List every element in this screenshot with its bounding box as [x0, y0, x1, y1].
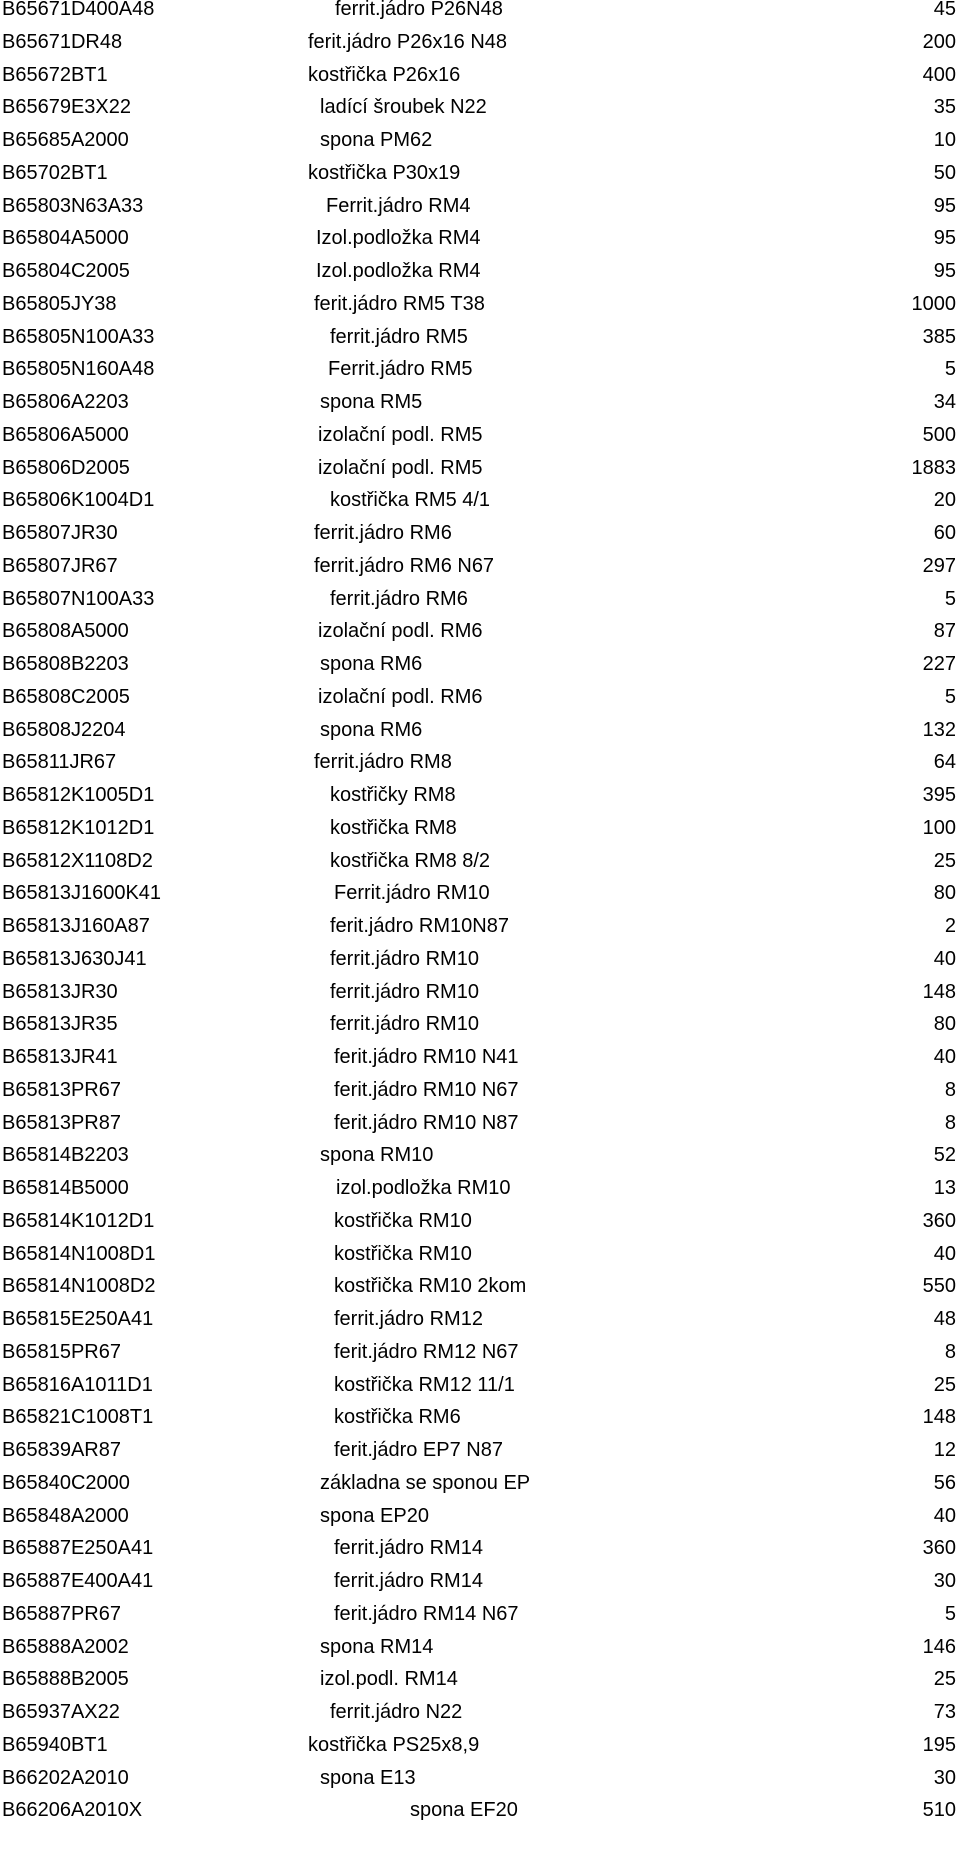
- table-row: [0, 1040, 960, 1074]
- part-code: B66202A2010: [2, 1766, 129, 1789]
- table-row: [0, 516, 960, 550]
- table-row: [0, 942, 960, 976]
- part-description: spona E13: [320, 1766, 416, 1789]
- part-description: izol.podložka RM10: [336, 1177, 511, 1199]
- part-code: B65672BT1: [2, 63, 108, 86]
- part-quantity: 64: [933, 751, 956, 774]
- table-row: [0, 287, 960, 321]
- part-quantity: 5: [944, 358, 956, 381]
- table-row: [0, 1138, 960, 1172]
- table-row: [0, 1368, 960, 1402]
- table-row: [0, 1106, 960, 1140]
- part-description: ferit.jádro P26x16 N48: [308, 30, 508, 53]
- part-description: ferrit.jádro RM6: [330, 587, 468, 610]
- table-row: [0, 1466, 960, 1500]
- part-code: B65808B2203: [2, 653, 129, 675]
- table-row: [0, 1400, 960, 1434]
- part-quantity: 360: [922, 1209, 956, 1232]
- table-row: [0, 90, 960, 124]
- part-quantity: 400: [922, 63, 956, 86]
- part-quantity: 35: [933, 96, 956, 119]
- table-row: [0, 876, 960, 910]
- table-row: [0, 1269, 960, 1303]
- part-code: B65814B2203: [2, 1144, 129, 1167]
- part-code: B65671D400A48: [2, 0, 155, 20]
- part-quantity: 52: [933, 1144, 956, 1167]
- part-code: B65815PR67: [2, 1340, 121, 1363]
- part-quantity: 87: [933, 620, 956, 643]
- part-description: kostřička P30x19: [308, 161, 461, 184]
- part-description: kostřička P26x16: [308, 63, 461, 86]
- part-description: spona EP20: [320, 1504, 429, 1527]
- part-code: B65840C2000: [2, 1471, 130, 1494]
- table-row: [0, 1073, 960, 1107]
- table-row: [0, 909, 960, 943]
- part-description: ferit.jádro RM10 N41: [334, 1046, 519, 1068]
- part-description: ferrit.jádro N22: [330, 1701, 463, 1723]
- part-description: Izol.podložka RM4: [316, 260, 481, 282]
- table-row: [0, 189, 960, 223]
- part-quantity: 195: [922, 1733, 956, 1756]
- part-code: B65940BT1: [2, 1733, 108, 1756]
- part-quantity: 25: [933, 849, 956, 872]
- table-row: [0, 1007, 960, 1041]
- part-code: B65806A2203: [2, 391, 129, 413]
- part-description: izolační podl. RM6: [318, 620, 483, 643]
- part-description: kostřičky RM8: [330, 784, 456, 806]
- part-description: izolační podl. RM5: [318, 423, 483, 446]
- part-code: B65808C2005: [2, 685, 130, 708]
- part-code: B65813J1600K41: [2, 882, 162, 905]
- table-row: [0, 156, 960, 190]
- part-quantity: 48: [933, 1308, 956, 1330]
- table-row: [0, 1793, 960, 1827]
- part-quantity: 385: [922, 325, 956, 348]
- part-quantity: 360: [922, 1537, 956, 1560]
- part-description: ferrit.jádro RM6 N67: [314, 554, 495, 577]
- table-row: [0, 778, 960, 812]
- part-description: ferrit.jádro RM8: [314, 751, 452, 774]
- table-row: [0, 1237, 960, 1271]
- part-description: kostřička RM10: [334, 1209, 472, 1232]
- part-quantity: 200: [922, 30, 956, 53]
- part-code: B65806A5000: [2, 423, 129, 446]
- part-code: B65813J160A87: [2, 915, 150, 937]
- part-code: B65807JR67: [2, 554, 118, 577]
- part-quantity: 146: [922, 1635, 956, 1658]
- part-description: ferit.jádro EP7 N87: [334, 1439, 503, 1461]
- part-quantity: 5: [944, 685, 956, 708]
- part-description: Ferrit.jádro RM10: [334, 882, 490, 905]
- part-quantity: 73: [933, 1701, 956, 1723]
- part-quantity: 95: [933, 227, 956, 250]
- part-quantity: 8: [944, 1111, 956, 1134]
- part-description: základna se sponou EP: [320, 1471, 531, 1494]
- table-row: [0, 320, 960, 354]
- part-code: B65813JR35: [2, 1013, 118, 1036]
- part-quantity: 13: [933, 1177, 956, 1199]
- part-code: B65806D2005: [2, 456, 130, 479]
- table-row: [0, 549, 960, 583]
- part-code: B65805JY38: [2, 292, 117, 315]
- table-row: [0, 221, 960, 255]
- part-quantity: 8: [944, 1340, 956, 1363]
- part-description: ferrit.jádro RM12: [334, 1308, 483, 1330]
- part-code: B65685A2000: [2, 129, 129, 151]
- part-code: B65814N1008D2: [2, 1275, 156, 1298]
- part-description: ferit.jádro RM5 T38: [314, 292, 485, 315]
- part-code: B65813JR30: [2, 980, 118, 1003]
- part-quantity: 8: [944, 1078, 956, 1101]
- part-quantity: 56: [933, 1471, 956, 1494]
- table-row: [0, 1597, 960, 1631]
- part-code: B65887E400A41: [2, 1570, 154, 1592]
- table-row: [0, 385, 960, 419]
- table-row: [0, 483, 960, 517]
- part-quantity: 80: [933, 1013, 956, 1036]
- part-code: B65812K1005D1: [2, 784, 155, 806]
- part-code: B65888B2005: [2, 1668, 129, 1691]
- table-row: [0, 1695, 960, 1729]
- part-code: B65813JR41: [2, 1046, 118, 1068]
- part-code: B65671DR48: [2, 30, 123, 53]
- part-description: ferit.jádro RM14 N67: [334, 1602, 519, 1625]
- part-description: spona RM6: [320, 653, 423, 675]
- part-quantity: 40: [933, 1242, 956, 1265]
- table-row: [0, 1335, 960, 1369]
- table-row: [0, 1499, 960, 1533]
- table-row: [0, 1531, 960, 1565]
- part-quantity: 34: [933, 391, 956, 413]
- part-quantity: 40: [933, 1046, 956, 1068]
- part-description: ferrit.jádro RM6: [314, 522, 452, 544]
- part-description: ferrit.jádro RM10: [330, 980, 479, 1003]
- part-code: B65806K1004D1: [2, 489, 155, 512]
- part-code: B65805N160A48: [2, 358, 155, 381]
- table-row: [0, 0, 960, 26]
- part-quantity: 12: [933, 1439, 956, 1461]
- table-row: [0, 647, 960, 681]
- part-quantity: 132: [922, 718, 956, 741]
- part-code: B65811JR67: [2, 751, 117, 774]
- table-row: [0, 844, 960, 878]
- part-quantity: 5: [944, 587, 956, 610]
- part-code: B65702BT1: [2, 161, 108, 184]
- part-quantity: 148: [922, 980, 956, 1003]
- table-row: [0, 614, 960, 648]
- table-row: [0, 451, 960, 485]
- part-quantity: 20: [933, 489, 956, 512]
- part-quantity: 148: [922, 1406, 956, 1429]
- part-quantity: 510: [922, 1799, 956, 1822]
- part-quantity: 95: [933, 194, 956, 217]
- table-row: [0, 1564, 960, 1598]
- table-row: [0, 811, 960, 845]
- part-code: B65887PR67: [2, 1602, 121, 1625]
- part-description: kostřička RM5 4/1: [330, 489, 491, 512]
- part-quantity: 50: [933, 161, 956, 184]
- part-quantity: 2: [944, 915, 956, 937]
- part-quantity: 45: [933, 0, 956, 20]
- part-description: Izol.podložka RM4: [316, 227, 481, 250]
- table-row: [0, 25, 960, 59]
- part-description: izolační podl. RM6: [318, 685, 483, 708]
- part-quantity: 80: [933, 882, 956, 905]
- part-code: B65887E250A41: [2, 1537, 154, 1560]
- table-row: [0, 418, 960, 452]
- part-code: B65815E250A41: [2, 1308, 154, 1330]
- part-code: B65848A2000: [2, 1504, 129, 1527]
- table-row: [0, 1433, 960, 1467]
- table-row: [0, 352, 960, 386]
- part-code: B65803N63A33: [2, 194, 144, 217]
- part-code: B65814N1008D1: [2, 1242, 156, 1265]
- part-quantity: 395: [922, 784, 956, 806]
- part-description: spona PM62: [320, 129, 433, 151]
- part-quantity: 1883: [911, 456, 956, 479]
- part-code: B65808J2204: [2, 718, 126, 741]
- part-description: kostřička RM10 2kom: [334, 1275, 527, 1298]
- part-quantity: 297: [922, 554, 956, 577]
- part-description: ferit.jádro RM10N87: [330, 915, 509, 937]
- part-code: B65813PR87: [2, 1111, 121, 1134]
- part-code: B65812K1012D1: [2, 816, 155, 839]
- part-description: spona RM5: [320, 391, 423, 413]
- part-code: B65814K1012D1: [2, 1209, 155, 1232]
- part-code: B65805N100A33: [2, 325, 155, 348]
- part-description: ferit.jádro RM10 N67: [334, 1078, 519, 1101]
- part-quantity: 60: [933, 522, 956, 544]
- part-code: B65804C2005: [2, 260, 130, 282]
- part-code: B65888A2002: [2, 1635, 129, 1658]
- part-description: ferrit.jádro RM14: [334, 1570, 483, 1592]
- part-description: ferit.jádro RM10 N87: [334, 1111, 519, 1134]
- table-row: [0, 1728, 960, 1762]
- part-description: ferit.jádro RM12 N67: [334, 1340, 519, 1363]
- part-description: ferrit.jádro RM5: [330, 325, 468, 348]
- part-quantity: 40: [933, 947, 956, 970]
- part-description: Ferrit.jádro RM5: [328, 358, 473, 381]
- part-description: ladící šroubek N22: [320, 96, 487, 119]
- part-code: B65813J630J41: [2, 947, 147, 970]
- part-quantity: 25: [933, 1668, 956, 1691]
- table-row: [0, 1630, 960, 1664]
- part-description: spona RM14: [320, 1635, 434, 1658]
- part-code: B65808A5000: [2, 620, 129, 643]
- table-row: [0, 713, 960, 747]
- part-description: ferrit.jádro RM10: [330, 947, 479, 970]
- part-description: kostřička RM6: [334, 1406, 461, 1429]
- part-description: ferrit.jádro RM10: [330, 1013, 479, 1036]
- part-code: B65813PR67: [2, 1078, 121, 1101]
- part-quantity: 5: [944, 1602, 956, 1625]
- part-quantity: 500: [922, 423, 956, 446]
- part-code: B65807N100A33: [2, 587, 155, 610]
- part-code: B66206A2010X: [2, 1799, 143, 1822]
- part-quantity: 227: [922, 653, 956, 675]
- part-code: B65937AX22: [2, 1701, 120, 1723]
- part-quantity: 1000: [911, 292, 956, 315]
- part-description: spona RM6: [320, 718, 423, 741]
- part-quantity: 95: [933, 260, 956, 282]
- part-description: kostřička PS25x8,9: [308, 1733, 480, 1756]
- table-row: [0, 1662, 960, 1696]
- part-description: Ferrit.jádro RM4: [326, 194, 471, 217]
- part-code: B65816A1011D1: [2, 1373, 153, 1396]
- part-description: kostřička RM8 8/2: [330, 849, 491, 872]
- table-row: [0, 1302, 960, 1336]
- part-code: B65812X1108D2: [2, 849, 153, 872]
- table-row: [0, 745, 960, 779]
- part-code: B65814B5000: [2, 1177, 129, 1199]
- table-row: [0, 1204, 960, 1238]
- part-quantity: 100: [922, 816, 956, 839]
- part-description: spona EF20: [410, 1799, 518, 1822]
- part-quantity: 30: [933, 1766, 956, 1789]
- part-code: B65839AR87: [2, 1439, 121, 1461]
- part-description: kostřička RM8: [330, 816, 457, 839]
- part-description: izol.podl. RM14: [320, 1668, 458, 1691]
- part-description: ferrit.jádro RM14: [334, 1537, 483, 1560]
- part-description: izolační podl. RM5: [318, 456, 483, 479]
- part-quantity: 25: [933, 1373, 956, 1396]
- part-description: kostřička RM10: [334, 1242, 472, 1265]
- table-row: [0, 680, 960, 714]
- part-quantity: 550: [922, 1275, 956, 1298]
- part-code: B65679E3X22: [2, 96, 132, 119]
- part-quantity: 40: [933, 1504, 956, 1527]
- part-description: ferrit.jádro P26N48: [335, 0, 503, 20]
- part-quantity: 10: [933, 129, 956, 151]
- table-row: [0, 1171, 960, 1205]
- table-row: [0, 1761, 960, 1795]
- table-row: [0, 582, 960, 616]
- table-row: [0, 254, 960, 288]
- part-code: B65804A5000: [2, 227, 129, 250]
- part-quantity: 30: [933, 1570, 956, 1592]
- part-description: kostřička RM12 11/1: [334, 1373, 515, 1396]
- part-code: B65821C1008T1: [2, 1406, 154, 1429]
- table-row: [0, 123, 960, 157]
- table-row: [0, 975, 960, 1009]
- part-description: spona RM10: [320, 1144, 434, 1167]
- table-row: [0, 58, 960, 92]
- part-code: B65807JR30: [2, 522, 118, 544]
